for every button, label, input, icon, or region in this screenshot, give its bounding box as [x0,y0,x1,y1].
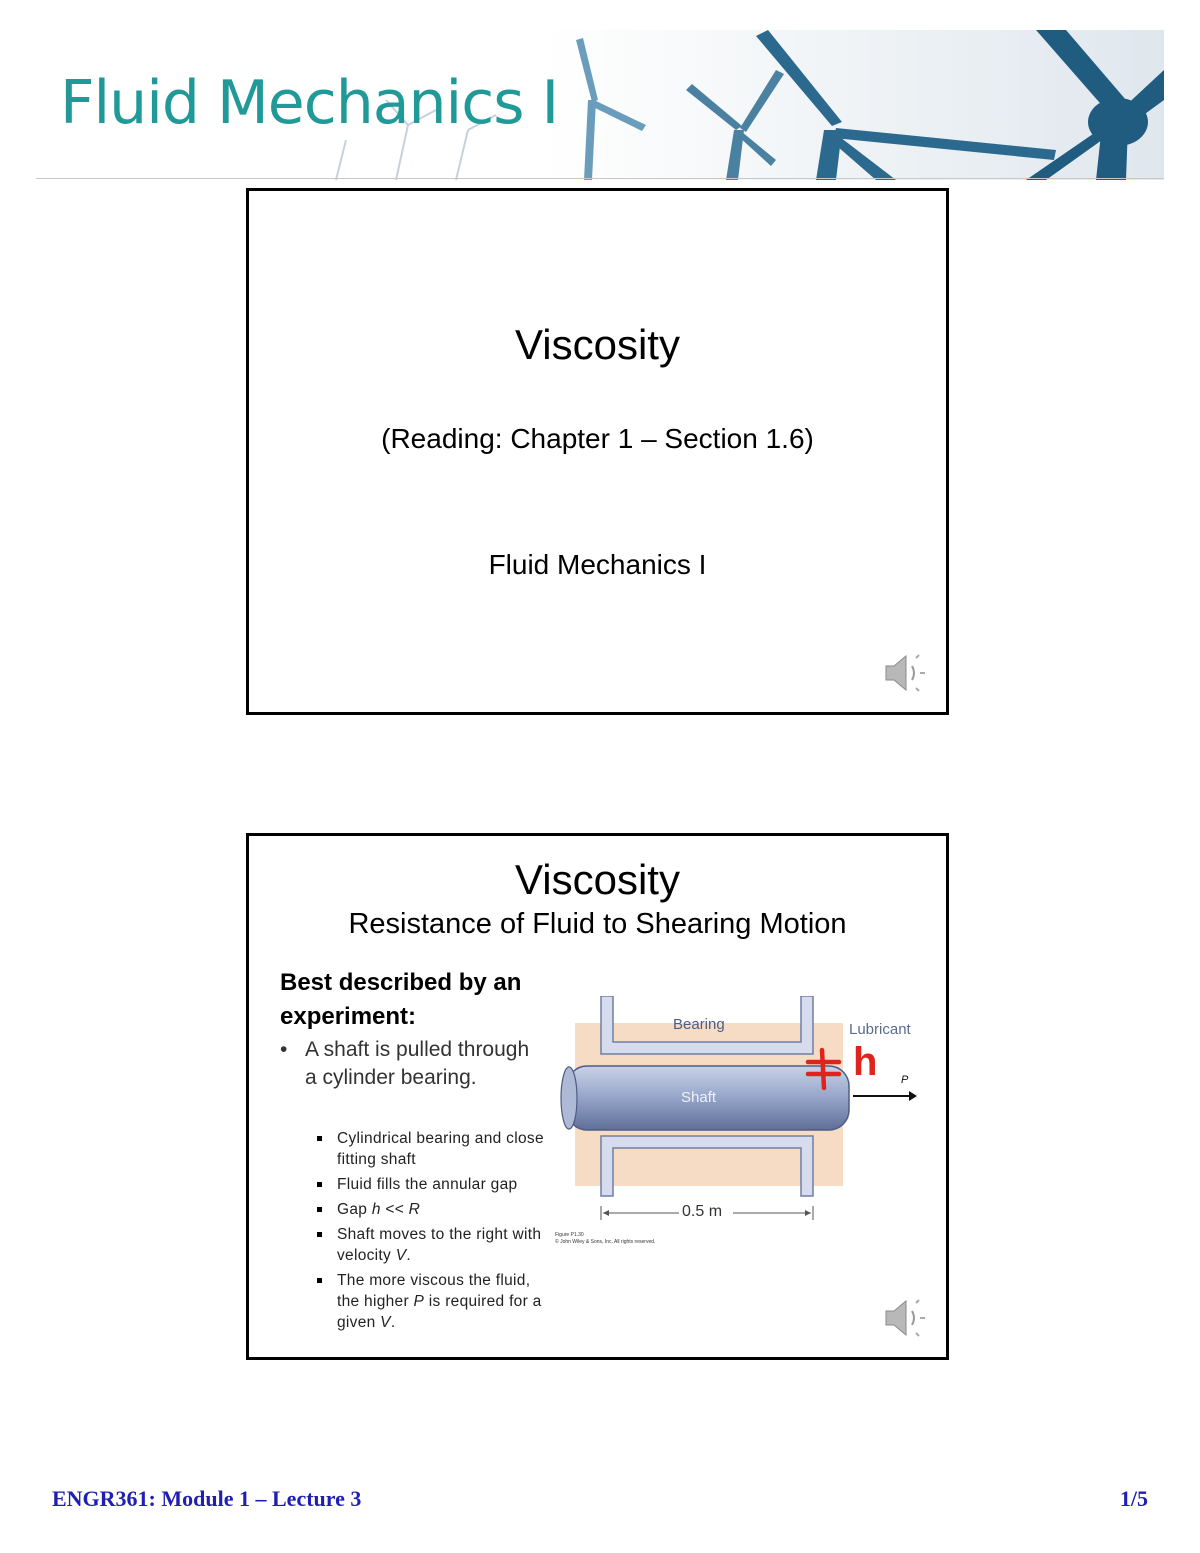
slide-2-title: Viscosity [515,856,680,903]
list-item: Fluid fills the annular gap [315,1174,545,1195]
footer-page-number: 1/5 [1119,1486,1148,1511]
lubricant-label: Lubricant [849,1021,911,1038]
length-label: 0.5 m [682,1203,723,1220]
annotation-h: h [853,1040,878,1084]
list-item: Shaft moves to the right with velocity V. [315,1224,545,1266]
slide-2-intro: Best described by an experiment: [280,969,522,1030]
bearing-shaft-figure [555,996,925,1261]
bearing-label: Bearing [673,1016,725,1033]
slide-1-reading: (Reading: Chapter 1 – Section 1.6) [381,423,814,454]
header-title: Fluid Mechanics I [60,68,559,138]
slide-2 [246,833,949,1360]
force-label: P [901,1074,909,1086]
figure-caption-copyright: © John Wiley & Sons, Inc. All rights reserved. [555,1239,656,1245]
slide-2-bullet [280,1036,530,1092]
slide-1-title: Viscosity [515,321,680,368]
footer-course-label: ENGR361: Module 1 – Lecture 3 [52,1486,362,1511]
slide-1 [246,188,949,715]
sub-bullet-list [315,1128,545,1337]
header-divider [36,178,1164,179]
slide-2-subtitle: Resistance of Fluid to Shearing Motion [348,908,847,940]
shaft-label: Shaft [681,1089,717,1106]
list-item: The more viscous the fluid, the higher P is required for a given V. [315,1270,545,1333]
speaker-icon[interactable] [882,652,928,694]
figure-caption-number: Figure P1.30 [555,1232,584,1238]
speaker-icon[interactable] [882,1297,928,1339]
bullet-dot: • [280,1038,288,1061]
bullet-text: A shaft is pulled through a cylinder bearing. [305,1038,530,1089]
list-item: Gap h << R [315,1199,545,1220]
slide-1-course: Fluid Mechanics I [488,549,707,580]
list-item: Cylindrical bearing and close fitting shaft [315,1128,545,1170]
header-banner [36,30,1164,180]
